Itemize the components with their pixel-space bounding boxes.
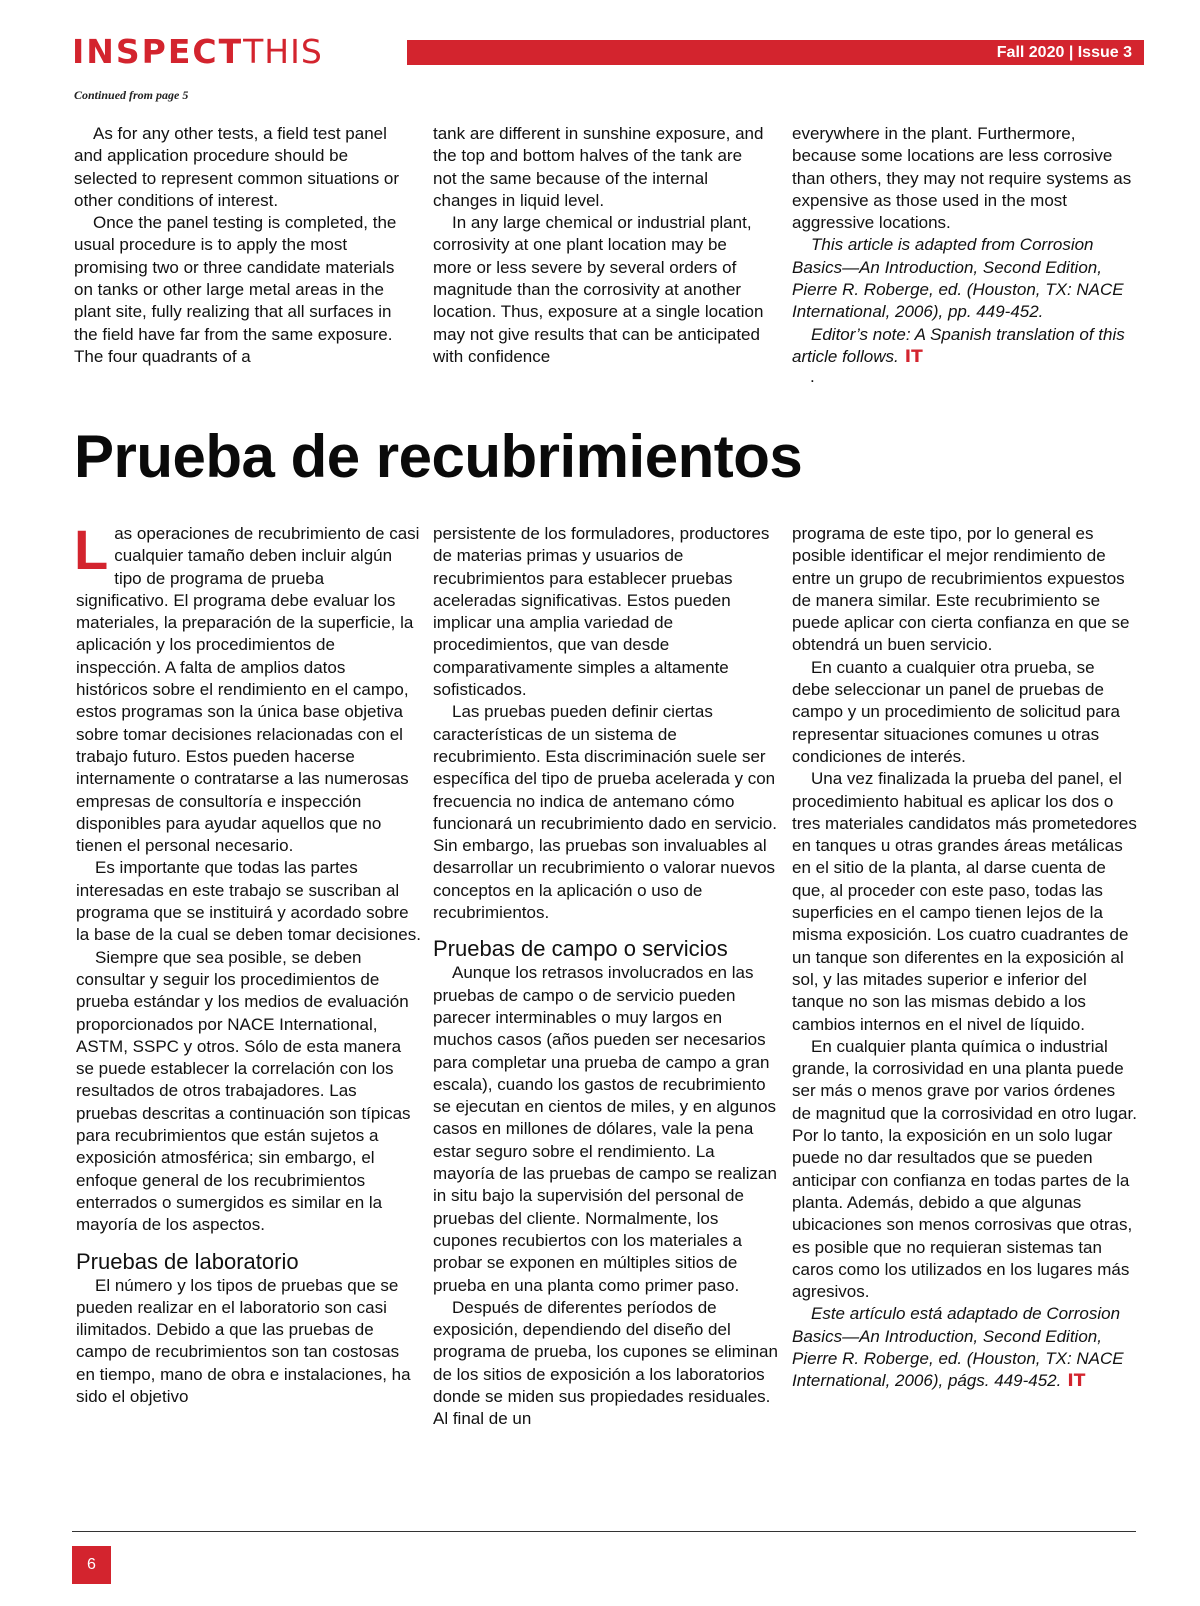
english-column-1 xyxy=(74,123,409,368)
masthead xyxy=(72,32,1144,72)
paragraph: Aunque los retrasos involucrados en las pruebas de campo o de servicio pueden parecer interminables o muy largos en muchos casos (años pueden ser necesarios para completar una prueba de campo a gran escala), cuando los gastos de recubrimiento se ejecutan en cientos de miles, y en algunos casos en millones de dólares, vale la pena estar seguro sobre el rendimiento. La mayoría de las pruebas de campo se realizan in situ bajo la supervisión del personal de pruebas del cliente. Normalmente, los cupones recubiertos con los materiales a probar se exponen en múltiples sitios de prueba en una planta como primer paso. xyxy=(433,963,777,1295)
footer-divider xyxy=(72,1531,1136,1532)
paragraph: programa de este tipo, por lo general es posible identificar el mejor rendimiento de entre un grupo de recubrimientos expuestos de manera similar. Este recubrimiento se puede aplicar con cierta confianza en que se obtendrá un buen servicio. xyxy=(792,524,1130,655)
spanish-column-1 xyxy=(74,518,421,1408)
paragraph: tank are different in sunshine exposure, and the top and bottom halves of the tank are not the same because of the internal changes in liquid level. xyxy=(433,124,764,210)
issue-label: Fall 2020 | Issue 3 xyxy=(996,44,1132,61)
paragraph: En cuanto a cualquier otra prueba, se debe seleccionar un panel de pruebas de campo y un procedimiento de solicitud para representar situaciones comunes u otras condiciones de interés. xyxy=(792,657,1120,766)
stray-dot: . xyxy=(810,367,815,386)
english-column-3 xyxy=(792,123,1137,368)
paragraph: Es importante que todas las partes interesadas en este trabajo se suscriban al programa que se instituirá y acordado sobre la base de la cual se deben tomar decisiones. xyxy=(76,858,421,945)
adapted-note xyxy=(792,1303,1137,1392)
paragraph: Once the panel testing is completed, the usual procedure is to apply the most promising two or three candidate materials on tanks or other large metal areas in the plant site, fully realizing that all surfaces in the field have far from the same exposure. The four quadrants of a xyxy=(74,213,397,366)
page-number: 6 xyxy=(72,1546,111,1584)
first-paragraph-text: as operaciones de recubrimiento de casi cualquier tamaño deben incluir algún tipo de programa de prueba significativo. El programa debe evaluar los materiales, la preparación de la superficie, la aplicación y los procedimientos de inspección. A falta de amplios datos históricos sobre el rendimiento en el campo, estos programas son la única base objetiva sobre tomar decisiones relacionadas con el trabajo futuro. Estos pueden hacerse internamente o contratarse a las numerosas empresas de consultoría e inspección disponibles para ayudar aquellos que no tienen el personal necesario. xyxy=(76,524,420,856)
paragraph: Siempre que sea posible, se deben consultar y seguir los procedimientos de prueba estándar y los medios de evaluación proporcionados por NACE International, ASTM, SSPC y otros. Sólo de esta manera se puede establecer la correlación con los resultados de otros trabajadores. Las pruebas descritas a continuación son típicas para recubrimientos que están sujetos a exposición atmosférica; sin embargo, el enfoque general de los recubrimientos enterrados o sumergidos es similar en la mayoría de los aspectos. xyxy=(76,947,411,1235)
paragraph: persistente de los formuladores, productores de materias primas y usuarios de recubrimientos para establecer pruebas aceleradas significativas. Estos pueden implicar una amplia variedad de procedimientos, que van desde comparativamente simples a altamente sofisticados. xyxy=(433,524,770,700)
spanish-column-3 xyxy=(792,523,1137,1393)
adapted-note-text: Este artículo está adaptado de Corrosion Basics—An Introduction, Second Edition, Pierre R. Roberge, ed. (Houston, TX: NACE International, 2006), págs. 449-452. xyxy=(792,1304,1124,1391)
end-mark-icon: IT xyxy=(904,346,923,367)
paragraph: Después de diferentes períodos de exposición, dependiendo del diseño del programa de prueba, los cupones se eliminan de los sitios de exposición a los laboratorios donde se miden sus propiedades residuales. Al final de un xyxy=(433,1297,778,1429)
paragraph: As for any other tests, a field test panel and application procedure should be selected to represent common situations or other conditions of interest. xyxy=(74,124,400,210)
lab-heading: Pruebas de laboratorio xyxy=(76,1248,299,1274)
drop-cap: L xyxy=(74,518,109,581)
logo-inspect: INSPECT xyxy=(72,32,244,71)
paragraph: El número y los tipos de pruebas que se pueden realizar en el laboratorio son casi ilimitados. Debido a que las pruebas de campo de recubrimientos son tan costosas en tiempo, mano de obra e instalaciones, ha sido el objetivo xyxy=(76,1275,411,1406)
editor-note-text: Editor’s note: A Spanish translation of this article follows. xyxy=(792,324,1125,366)
spanish-column-2 xyxy=(433,523,778,1431)
end-mark-icon: IT xyxy=(1067,1371,1086,1392)
paragraph: everywhere in the plant. Furthermore, because some locations are less corrosive than others, they may not require systems as expensive as those used in the most aggressive locations. xyxy=(792,124,1132,233)
field-heading: Pruebas de campo o servicios xyxy=(433,936,728,962)
paragraph: Una vez finalizada la prueba del panel, el procedimiento habitual es aplicar los dos o tres materiales candidatos más prometedores en tanques u otras grandes áreas metálicas en el sitio de la planta, al darse cuenta de que, al proceder con este paso, todas las superficies en el campo tienen lejos de la misma exposición. Los cuatro cuadrantes de un tanque son diferentes en la exposición al sol, y las mitades superior e inferior del tanque no son las mismas debido a los cambios internos en el nivel de líquido. xyxy=(792,769,1137,1034)
article-title: Prueba de recubrimientos xyxy=(74,423,803,490)
paragraph: Las pruebas pueden definir ciertas características de un sistema de recubrimiento. Esta discriminación suele ser específica del tipo de prueba acelerada y con frecuencia no indica de antemano cómo funcionará un recubrimiento dado en servicio. Sin embargo, las pruebas son invaluables al desarrollar un recubrimiento o valorar nuevos conceptos en la aplicación o uso de recubrimientos. xyxy=(433,702,777,923)
paragraph: In any large chemical or industrial plant, corrosivity at one plant location may be more or less severe by several orders of magnitude than the corrosivity at another location. Thus, exposure at a single location may not give results that can be anticipated with confidence xyxy=(433,213,764,366)
editor-note xyxy=(792,324,1137,369)
logo-this: THIS xyxy=(243,32,323,71)
publication-logo xyxy=(72,32,323,72)
header-bar xyxy=(407,40,1144,65)
adapted-note: This article is adapted from Corrosion Basics—An Introduction, Second Edition, Pierre R. Roberge, ed. (Houston, TX: NACE International, 2006), pp. 449-452. xyxy=(792,235,1124,322)
english-column-2 xyxy=(433,123,768,368)
paragraph xyxy=(74,518,421,857)
paragraph: En cualquier planta química o industrial grande, la corrosividad en una planta puede ser más o menos grave por varios órdenes de magnitud que la corrosividad en otro lugar. Por lo tanto, la exposición en un solo lugar puede no dar resultados que se pueden anticipar con confianza en todas partes de la planta. Además, debido a que algunas ubicaciones son menos corrosivas que otras, es posible que no requieran sistemas tan caros como los utilizados en los lugares más agresivos. xyxy=(792,1036,1137,1302)
continued-note: Continued from page 5 xyxy=(74,88,189,102)
